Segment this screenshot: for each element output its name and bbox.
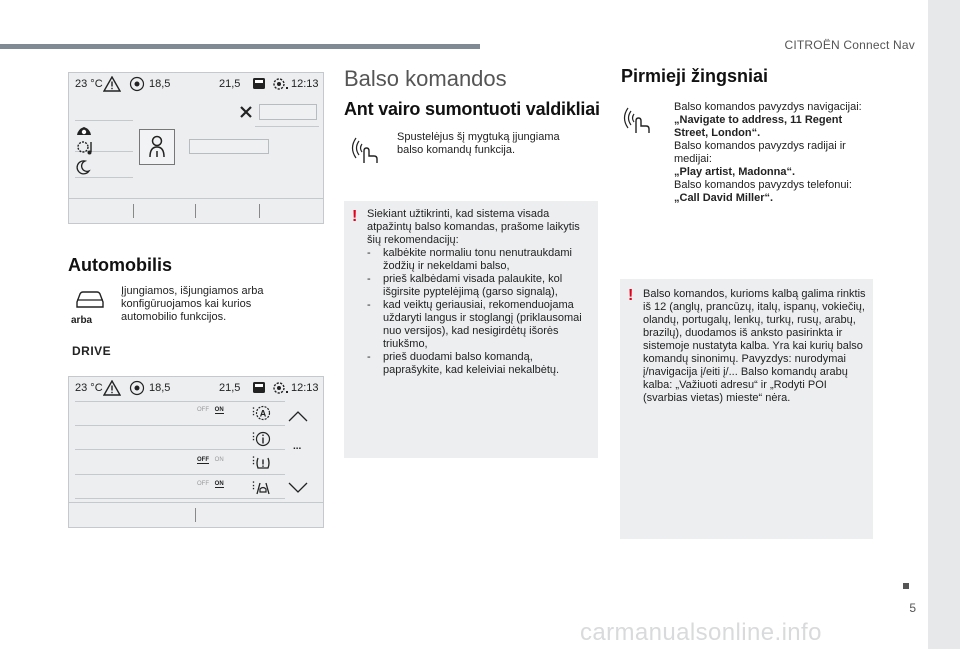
list-item: - kad veiktų geriausiai, rekomenduojama uždaryti langus ir stoglangį (priklausomai nuo versijos), kad nesigirdėtų išorės triukšmo, (367, 299, 591, 351)
example-nav-command: „Navigate to address, 11 Regent Street, London“. (674, 114, 843, 139)
status-left-temp: 18,5 (149, 382, 171, 394)
toggle-on-label: ON (214, 407, 224, 413)
svg-text:A: A (259, 408, 267, 419)
car-icon (74, 288, 106, 310)
screen-bottom-bar (69, 198, 323, 223)
location-icon (129, 76, 145, 92)
status-bar (69, 73, 323, 95)
exclamation-icon: ! (352, 208, 358, 225)
toggle-on-label: ON (214, 457, 224, 463)
status-time: 12:13 (291, 78, 319, 90)
status-bar (69, 377, 323, 399)
voice-examples (674, 101, 874, 205)
list-item: - kalbėkite normaliu tonu nenutraukdami žodžių ir nekeldami balso, (367, 247, 591, 273)
chevron-up-icon[interactable] (287, 409, 309, 423)
status-time: 12:13 (291, 382, 319, 394)
header-rule (0, 44, 480, 49)
example-phone-command: „Call David Miller“. (674, 192, 774, 204)
voice-command-hand-icon (350, 136, 382, 166)
example-media-label: Balso komandos pavyzdys radijai ir medijai: (674, 140, 846, 165)
recommendation-list (367, 247, 591, 377)
toggle-off-label: OFF (197, 457, 209, 463)
menu-box-top[interactable] (259, 104, 317, 120)
person-icon (140, 130, 174, 164)
auto-hold-icon[interactable] (255, 405, 271, 421)
example-media-command: „Play artist, Madonna“. (674, 166, 796, 178)
sound-settings-icon[interactable] (75, 139, 97, 157)
chevron-down-icon[interactable] (287, 481, 309, 495)
menu-box-middle[interactable] (189, 139, 269, 154)
info-icon[interactable] (255, 431, 271, 447)
page-side-strip (928, 0, 960, 649)
close-icon[interactable] (239, 105, 253, 119)
language-note-text: Balso komandos, kurioms kalbą galima rinktis iš 12 (anglų, prancūzų, italų, ispanų, vokiečių, olandų, portugalų, lenkų, turkų, rusų, arabų, brazilų), duodamos iš anksto pasirinkta ir sistemoje nustatyta kalba. Yra kai kurių balso komandų sinonimų. Pavyzdys: nurodymai į/navigacija į/eiti į/... Balso komandų arabų kalba: „Važiuoti adresu“ ir „Rodyti POI (svarbias vietas) mieste“ nėra. (643, 288, 866, 404)
section-title-first-steps: Pirmieji žingsniai (621, 66, 769, 86)
section-title-balso: Balso komandos (344, 66, 507, 91)
settings-icon (271, 380, 291, 396)
car-screen-drive: 23 °C 18,5 21,5 12:13 OFF ON ⋮ A ⋮ OFF ON ⋮ OFF ON ⋮ ... (68, 376, 324, 528)
example-phone-label: Balso komandos pavyzdys telefonui: (674, 179, 852, 191)
arba-label: arba (71, 315, 93, 326)
screen-bottom-bar (69, 502, 323, 527)
toggle-1[interactable] (197, 407, 224, 413)
driver-profile-button[interactable] (139, 129, 175, 165)
balso-intro: Spustelėjus šį mygtuką įjungiama balso komandų funkcija. (397, 131, 560, 156)
more-indicator: ... (293, 441, 302, 452)
status-temp: 23 °C (75, 382, 103, 394)
night-mode-icon[interactable] (75, 159, 91, 175)
settings-icon (271, 76, 291, 92)
toggle-2[interactable] (197, 457, 224, 463)
page-number: 5 (909, 601, 916, 615)
drive-label: DRIVE (72, 344, 112, 358)
section-title-automobilis: Automobilis (68, 255, 172, 275)
voice-recommendations-note (344, 201, 598, 458)
warning-icon (103, 76, 121, 92)
lane-assist-icon[interactable] (255, 480, 271, 496)
status-temp: 23 °C (75, 78, 103, 90)
media-icon (251, 76, 267, 92)
example-nav-label: Balso komandos pavyzdys navigacijai: (674, 101, 862, 113)
car-settings-icon[interactable] (75, 123, 93, 139)
car-screen-settings (68, 72, 324, 224)
header-brand: CITROËN Connect Nav (784, 38, 915, 52)
exclamation-icon: ! (628, 287, 634, 304)
list-item: - prieš kalbėdami visada palaukite, kol išgirsite pyptelėjimą (garso signalą), (367, 273, 591, 299)
toggle-on-label: ON (214, 481, 224, 487)
watermark: carmanualsonline.info (580, 619, 822, 646)
media-icon (251, 380, 267, 396)
list-item: - prieš duodami balso komandą, paprašykite, kad keleiviai nekalbėtų. (367, 351, 591, 377)
location-icon (129, 380, 145, 396)
warning-icon (103, 380, 121, 396)
toggle-off-label: OFF (197, 407, 209, 413)
status-right-temp: 21,5 (219, 78, 241, 90)
status-right-temp: 21,5 (219, 382, 241, 394)
subtitle-steering-controls: Ant vairo sumontuoti valdikliai (344, 99, 600, 119)
automobilis-text: Įjungiamos, išjungiamos arba konfigūruojamos kai kurios automobilio funkcijos. (121, 285, 264, 323)
note-intro: Siekiant užtikrinti, kad sistema visada atpažintų balso komandas, prašome laikytis šių rekomendacijų: (367, 208, 580, 246)
toggle-off-label: OFF (197, 481, 209, 487)
voice-command-hand-icon (622, 106, 654, 136)
toggle-3[interactable] (197, 481, 224, 487)
page-marker (903, 583, 909, 589)
language-note (620, 279, 873, 539)
tyre-pressure-icon[interactable] (255, 455, 271, 471)
status-left-temp: 18,5 (149, 78, 171, 90)
